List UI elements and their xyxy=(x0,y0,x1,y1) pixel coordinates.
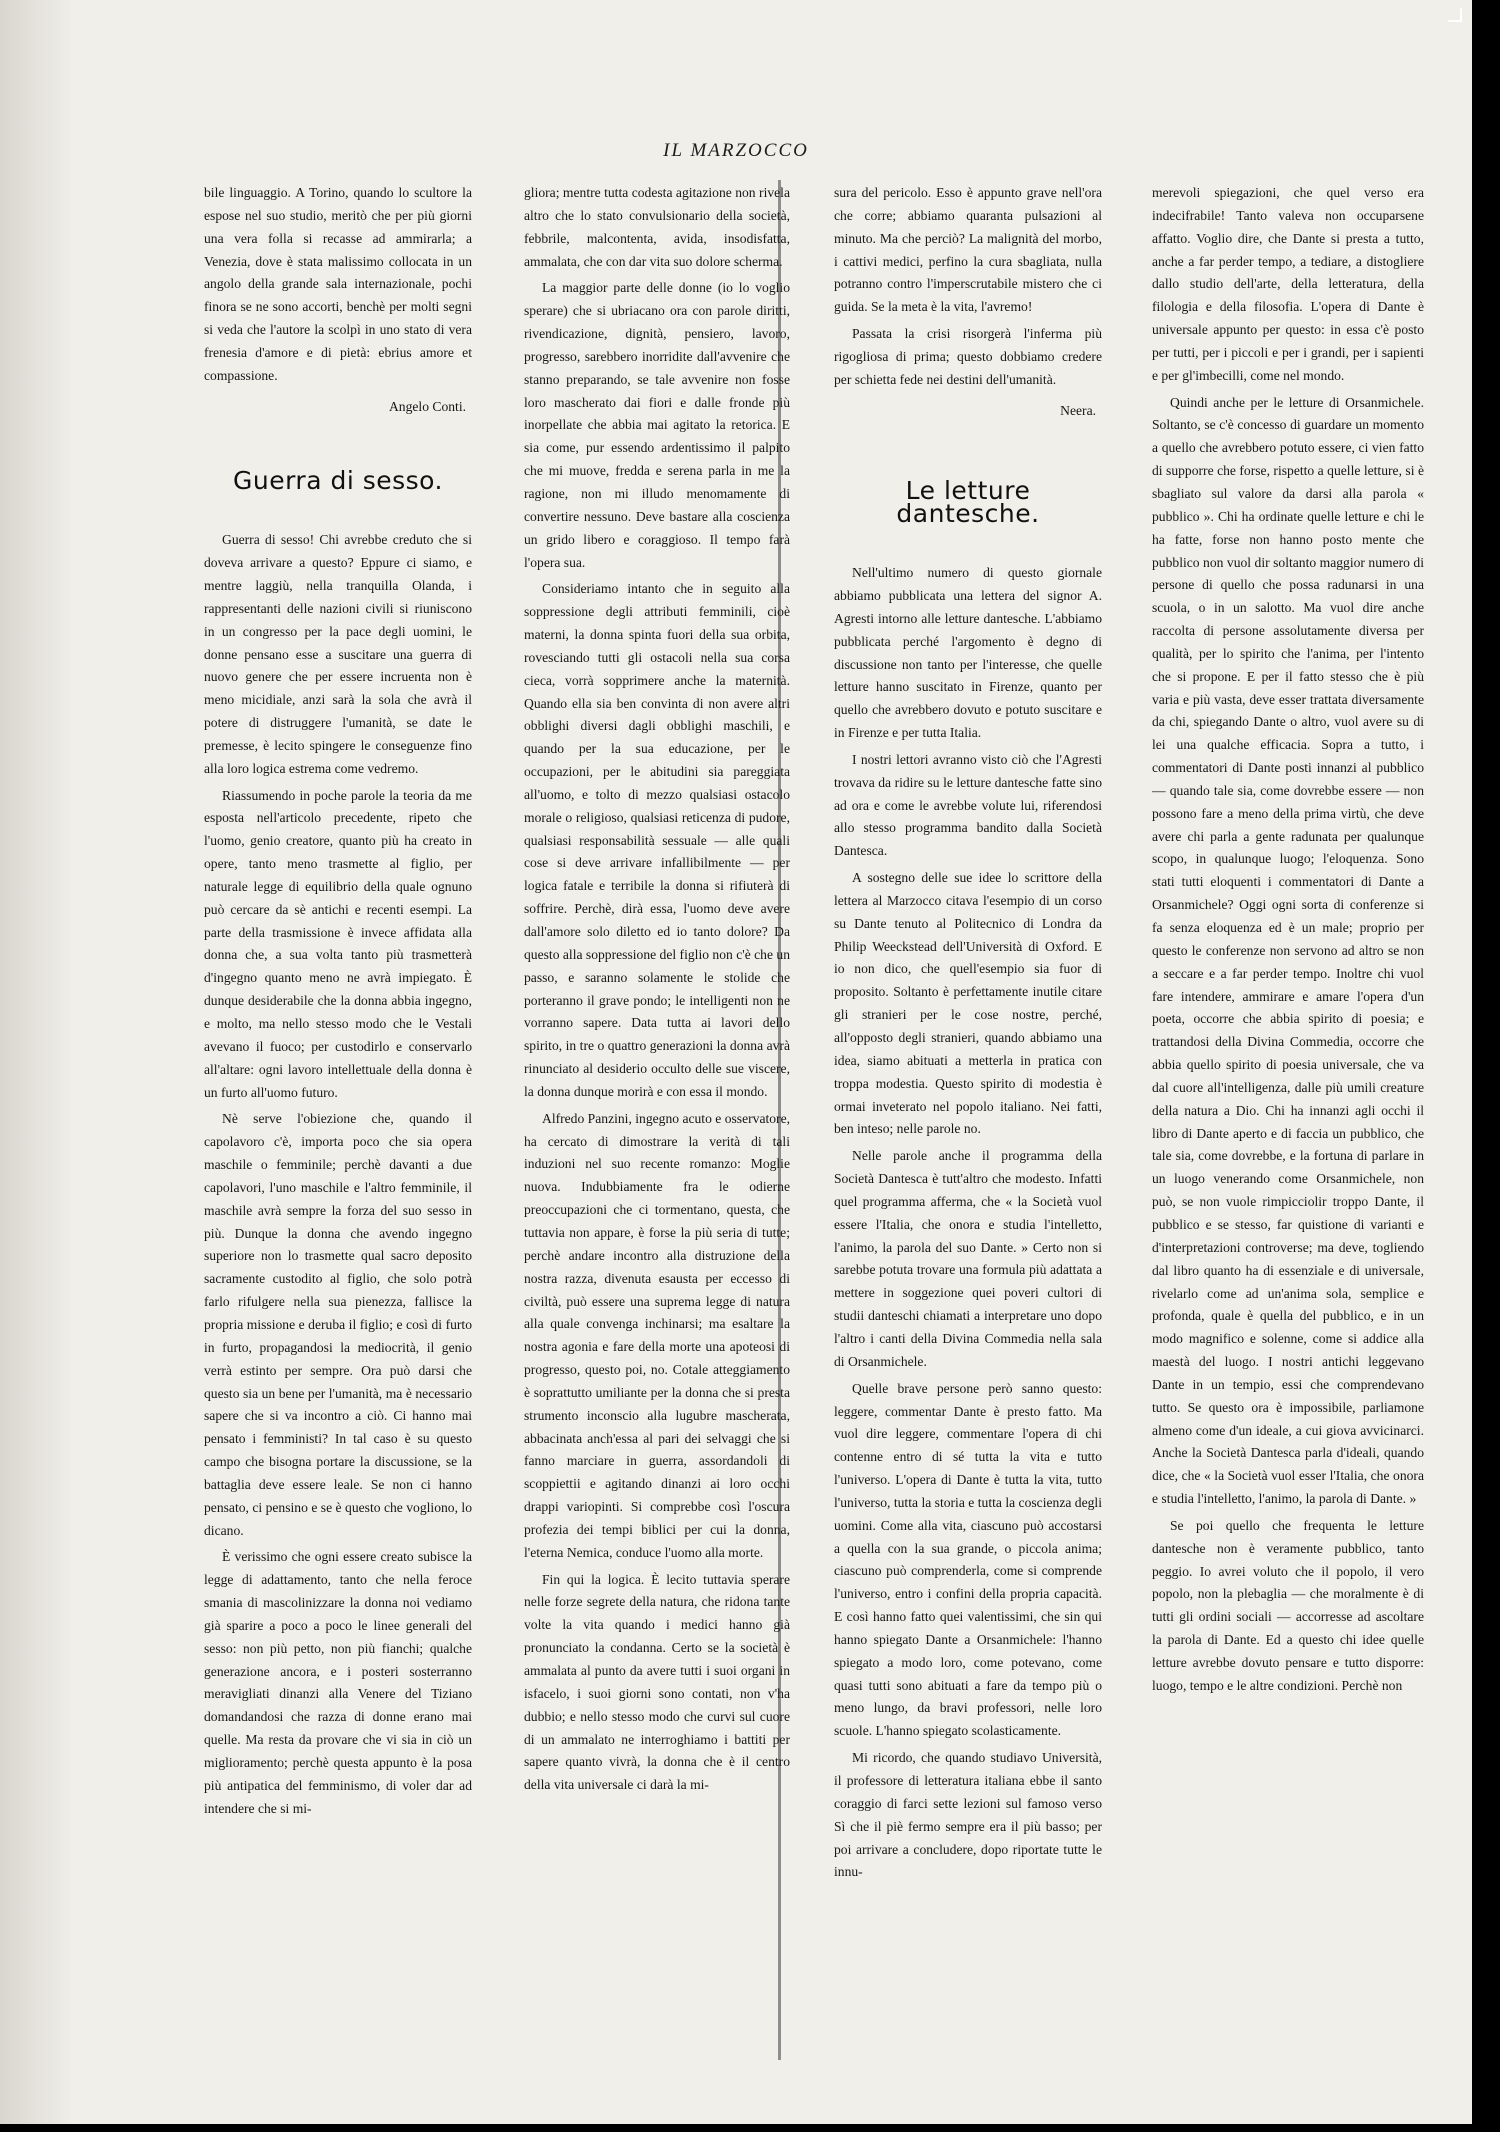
author-signature: Angelo Conti. xyxy=(388,398,466,414)
paragraph: Nè serve l'obiezione che, quando il capolavoro c'è, importa poco che sia opera maschile o femminile; perchè davanti a due capolavori, l'uno maschile e l'altro femminile, il maschile avrà sempre la forza del suo sesso in più. Dunque la donna che avendo ingegno superiore non lo trasmette qual sacro deposito sacramente custodito al figlio, che solo potrà farlo rifulgere nella sua pienezza, fallisce la propria missione e deruba il figlio; e così di furto in furto, propagandosi la mediocrità, il genio verrà estinto per sempre. Ora può darsi che questo sia un bene per l'umanità, ma è necessario sapere che si va incontro a ciò. Ci hanno mai pensato i femministi? In tal caso è su questo campo che bisogna portare la discussione, se la battaglia deve essere leale. Se non ci hanno pensato, ci pensino e se è questo che vogliono, lo dicano. xyxy=(204,1111,472,1538)
paragraph: Guerra di sesso! Chi avrebbe creduto che si doveva arrivare a questo? Eppure ci siamo, e mentre laggiù, nella tranquilla Olanda, i rappresentanti delle nazioni civili si riuniscono in un congresso per la pace degli uomini, le donne pensano esse a suscitare una guerra di nuovo genere che per essere incruenta non è meno micidiale, anzi sarà la sola che avrà il potere di distruggere l'umanità, se date le premesse, è lecito spingere le conseguenze fino alla loro logica estrema come vedremo. xyxy=(204,532,472,776)
paragraph: La maggior parte delle donne (io lo voglio sperare) che si ubriacano ora con parole diritti, rivendicazione, dignità, pensiero, lavoro, progresso, sarebbero inorridite dall'avvenire che stanno preparando, se tale avvenire non fosse loro mascherato dai fiori e dalle fronde più inorpellate che abbia mai agitato la retorica. E sia come, pur essendo ardentissimo il palpito che mi muove, fredda e serena parla in me la ragione, non mi illudo menomamente di convertire nessuno. Deve bastare alla coscienza un grido libero e coraggioso. Il tempo farà l'opera sua. xyxy=(524,280,790,570)
article-title: Le letture dantesche. xyxy=(896,476,1040,529)
paragraph: Quindi anche per le letture di Orsanmichele. Soltanto, se c'è concesso di guardare un momento a quello che avrebbero potuto essere, ci vien fatto di supporre che forse, rispetto a quelle letture, si è sbagliato sul valore da darsi alla parola « pubblico ». Chi ha ordinate quelle letture e chi le ha fatte, forse non hanno posto mente che pubblico non vuol dir soltanto maggior numero di persone di quello che possa radunarsi in una scuola, o in un salotto. Ma vuol dire anche raccolta di persone assolutamente diversa per qualità, per lo spirito che l'anima, per l'intento che si propone. E per il fatto stesso che è più varia e più vasta, deve esser trattata diversamente da chi, spiegando Dante o altro, vuol avere su di lei una qualche efficacia. Sopra a tutto, i commentatori di Dante posti innanzi al pubblico — quando tale sia, come dovrebbe essere — non possono fare a meno della prima virtù, che deve avere chi parla a gente radunata per qualunque scopo, in qualunque luogo; l'eloquenza. Sono stati tutti eloquenti i commentatori di Dante a Orsanmichele? Oggi ogni sorta di conferenze si fa senza eloquenza ed è un male; proprio per questo le conferenze non servono ad altro se non a seccare e a far perder tempo. Inoltre chi vuol fare intendere, ammirare e amare l'opera d'un poeta, occorre che abbia spirito di poesia; e trattandosi della Divina Commedia, occorre che abbia quello spirito di poesia universale, che va dal cuore all'intelligenza, dalle più umili creature della natura a Dio. Chi ha innanzi agli occhi il libro di Dante aperto e di faccia un pubblico, che tale sia, come dovrebbe, e la fortuna di parlare in un luogo venerando come Orsanmichele, non può, se non vuole rimpicciolir troppo Dante, il pubblico e se stesso, far quistione di varianti e d'interpretazioni controverse; ma deve, togliendo dal libro quanto ha di essenziale e di universale, rivelarlo come ad un'anima sola, semplice e profonda, quale è quella del pubblico, e in un modo magnifico e solenne, come si addice alla maestà del luogo. I nostri antichi leggevano Dante in un tempio, essi che comprendevano tutto. Se questo ora è impossibile, parliamone almeno come d'un ideale, a cui giova avvicinarci. Anche la Società Dantesca parla d'ideali, quando dice, che « la Società vuol esser l'Italia, che onora e studia l'intelletto, l'animo, la parola di Dante. » xyxy=(1152,394,1424,1507)
column-2 xyxy=(524,182,790,1801)
paragraph: sura del pericolo. Esso è appunto grave nell'ora che corre; abbiamo quaranta pulsazioni al minuto. Ma che perciò? La malignità del morbo, i cattivi medici, perfino la cura sbagliata, nulla potranno contro l'imperscrutabile mistero che ci guida. Se la meta è la vita, l'avremo! xyxy=(834,185,1102,315)
paragraph: Quelle brave persone però sanno questo: leggere, commentar Dante è presto fatto. Ma vuol dire leggere, commentare l'opera di chi contenne entro di sé tutta la vita e tutto l'universo. L'opera di Dante è tutta la vita, tutto l'universo, tutta la storia e tutta la coscienza degli uomini. Come alla vita, ciascuno può accostarsi a quella con la sua grande, o piccola anima; ciascuno può comprenderla, come si comprende l'universo, entro i confini della propria capacità. E così hanno fatto quei valentissimi, che sin qui hanno spiegato Dante a Orsanmichele: l'hanno spiegato a modo loro, come potevano, come quasi tutti sono abituati a fare da tempo più o meno lungo, da bravi professori, nelle loro scuole. L'hanno spiegato scolasticamente. xyxy=(834,1380,1102,1739)
paragraph: A sostegno delle sue idee lo scrittore della lettera al Marzocco citava l'esempio di un corso su Dante tenuto al Politecnico di Londra da Philip Weeckstead dell'Università di Oxford. E io non dico, che quell'esempio sia fuor di proposito. Soltanto è perfettamente inutile citare gli stranieri per le cose nostre, perché, all'opposto degli stranieri, quando abbiamo una idea, siamo abituati a metterla in pratica con troppa modestia. Questo spirito di modestia è ormai inveterato nel popolo italiano. Nei fatti, ben inteso; nelle parole no. xyxy=(834,870,1102,1137)
paragraph: È verissimo che ogni essere creato subisce la legge di adattamento, tanto che nella feroce smania di mascolinizzare la donna noi vediamo già sparire a poco a poco le linee generali del sesso: non più petto, non più fianchi; qualche generazione ancora, e i posteri sosterranno meravigliati dinanzi alla Venere del Tiziano domandandosi che razza di donne erano mai quelle. Ma resta da provare che vi sia in ciò un miglioramento; perchè questa appunto è la posa più antipatica del femminismo, di voler dar ad intendere che si mi- xyxy=(204,1549,472,1816)
page-header: IL MARZOCCO xyxy=(663,140,809,161)
paragraph: Passata la crisi risorgerà l'inferma più rigogliosa di prima; questo dobbiamo credere per schietta fede nei destini dell'umanità. xyxy=(834,326,1102,387)
paragraph: Consideriamo intanto che in seguito alla soppressione degli attributi femminili, cioè materni, la donna spinta fuori della sua orbita, rovesciando tutti gli ostacoli nella sua corsa cieca, vorrà sopprimere anche la maternità. Quando ella sia ben convinta di non avere altri obblighi diversi dagli obblighi maschili, e quando per la sua educazione, per le occupazioni, per le abitudini sia pareggiata all'uomo, e tolto di mezzo qualsiasi ostacolo morale o religioso, qualsiasi reticenza di pudore, qualsiasi responsabilità sessuale — alle quali cose si deve arrivare infallibilmente — per logica fatale e terribile la donna si rifiuterà di soffrire. Perchè, dirà essa, l'uomo deve avere dall'amore solo diletto ed io tanto dolore? Da questo alla soppressione del figlio non c'è che un passo, e saranno solamente le stolide che porteranno il grave pondo; le intelligenti non ne vorranno sapere. Data tutta ai lavori dello spirito, in tre o quattro generazioni la donna avrà rinunciato al desiderio occulto delle sue viscere, la donna dunque morirà e con essa il mondo. xyxy=(524,581,790,1099)
column-1 xyxy=(204,182,472,1825)
paragraph: Nelle parole anche il programma della Società Dantesca è tutt'altro che modesto. Infatti quel programma afferma, che « la Società vuol essere l'Italia, che onora e studia l'intelletto, l'animo, la parola del suo Dante. » Certo non si sarebbe potuta trovare una formula più adattata a mettere in soggezione quei poveri cultori di studii danteschi chiamati a interpretare uno dopo l'altro i canti della Divina Commedia nella sala di Orsanmichele. xyxy=(834,1148,1102,1369)
scan-corner-mark xyxy=(1448,8,1462,22)
paragraph: Mi ricordo, che quando studiavo Università, il professore di letteratura italiana ebbe il santo coraggio di farci sette lezioni sul famoso verso Sì che il piè fermo sempre era il più basso; per poi arrivare a concludere, dopo riportate tutte le innu- xyxy=(834,1750,1102,1880)
author-signature: Neera. xyxy=(1060,402,1096,418)
paragraph: Fin qui la logica. È lecito tuttavia sperare nelle forze segrete della natura, che ridona tante volte la vita quando i medici hanno già pronunciato la condanna. Certo se la società è ammalata al punto da avere tutti i suoi organi in isfacelo, i suoi giorni sono contati, non v'ha dubbio; e nello stesso modo che curvi sul cuore di un ammalato ne interroghiamo i battiti per sapere quanto vivrà, la donna che è il centro della vita universale ci darà la mi- xyxy=(524,1571,790,1793)
column-3 xyxy=(834,182,1102,1888)
paragraph: Alfredo Panzini, ingegno acuto e osservatore, ha cercato di dimostrare la verità di tali induzioni nel suo recente romanzo: Moglie nuova. Indubbiamente fra le odierne preoccupazioni che ci tormentano, questa, che tuttavia non appare, è forse la più seria di tutte; perchè andare incontro alla distruzione della nostra razza, divenuta esausta per eccesso di civiltà, può essere una suprema legge di natura alla quale convenga inchinarsi; ma esaltare la nostra agonia e fare della morte una apoteosi di progresso, questo poi, no. Cotale atteggiamento è soprattutto umiliante per la donna che si presta strumento inconscio alla lugubre mascherata, abbacinata anch'essa al pari dei selvaggi che si fanno marciare in guerra, assordandoli di scoppiettii e agitando dinanzi ai loro occhi drappi variopinti. Si comprebbe così l'oscura profezia dei tempi biblici per cui la donna, l'eterna Nemica, conduce l'uomo alla morte. xyxy=(524,1110,791,1560)
article-title: Guerra di sesso. xyxy=(232,466,443,496)
paragraph: Se poi quello che frequenta le letture dantesche non è veramente pubblico, tanto peggio. Io avrei voluto che il popolo, il vero popolo, non la plebaglia — che moralmente è di tutti gli ordini sociali — accorresse ad ascoltare la parola di Dante. Ed a questo chi idee quelle letture avrebbe dovuto pensare e tutto disporre: luogo, tempo e le altre condizioni. Perchè non xyxy=(1152,1517,1424,1693)
paragraph: merevoli spiegazioni, che quel verso era indecifrabile! Tanto valeva non occuparsene affatto. Voglio dire, che Dante si presta a tutto, anche a far perder tempo, a tediare, a distogliere dallo studio dell'arte, della letteratura, della filologia e della filosofia. L'opera di Dante è universale appunto per questo: in essa c'è posto per tutti, per i piccoli e per i grandi, per i sapienti e per gl'imbecilli, come nel mondo. xyxy=(1152,185,1424,383)
column-4 xyxy=(1152,182,1424,1702)
paragraph: Nell'ultimo numero di questo giornale abbiamo pubblicata una lettera del signor A. Agresti intorno alle letture dantesche. L'abbiamo pubblicata perché l'argomento è degno di discussione non tanto per l'interesse, che quelle letture hanno suscitato in Firenze, quanto per quello che avrebbero dovuto e potuto suscitare e in Firenze e per tutta Italia. xyxy=(834,565,1102,741)
paragraph: Riassumendo in poche parole la teoria da me esposta nell'articolo precedente, ripeto che l'uomo, genio creatore, quanto più ha creato in opere, tanto meno trasmette al figlio, per naturale legge di equilibrio della quale ognuno può cercare da sè antichi e recenti esempi. La parte della trasmissione è invece affidata alla donna che, a sua volta tanto più trasmetterà d'ingegno quanto meno ne avrà impiegato. È dunque desiderabile che la donna abbia ingegno, e molto, ma nello stesso modo che le Vestali avevano il fuoco; per custodirlo e conservarlo all'altare: ogni lavoro intellettuale della donna è un furto all'uomo futuro. xyxy=(204,787,472,1100)
paragraph: bile linguaggio. A Torino, quando lo scultore la espose nel suo studio, meritò che per più giorni una vera folla si recasse ad ammirarla; a Venezia, dove è stata malissimo collocata in un angolo della grande sala internazionale, pochi finora se ne sono accorti, benchè per molti segni si veda che l'autore la scolpì in uno stato di vera frenesia d'amore e di pietà: ebrius amore et compassione. xyxy=(204,185,472,383)
paragraph: gliora; mentre tutta codesta agitazione non rivela altro che lo stato convulsionario della società, febbrile, malcontenta, avida, insodisfatta, ammalata, che con dar vita suo dolore scherma. xyxy=(524,185,790,269)
paragraph: I nostri lettori avranno visto ciò che l'Agresti trovava da ridire su le letture dantesche fatte sino ad ora e come le avrebbe volute lui, riferendosi allo stesso programma bandito dalla Società Dantesca. xyxy=(834,751,1102,859)
